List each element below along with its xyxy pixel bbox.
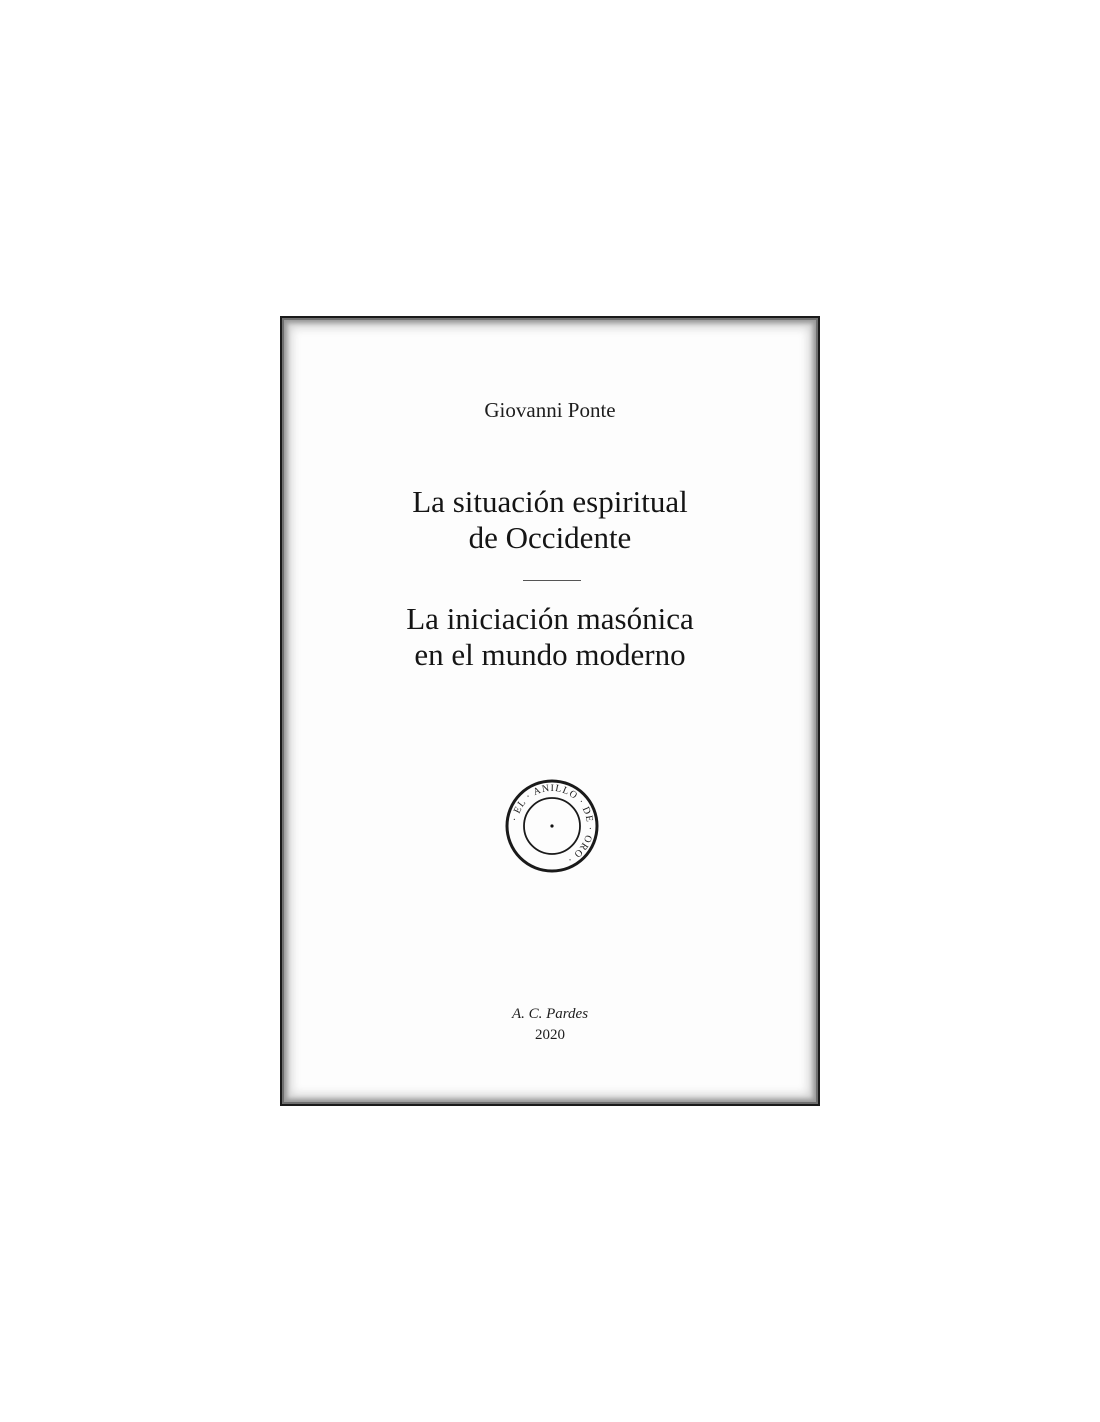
title-second-work xyxy=(282,601,818,673)
ring-seal-icon xyxy=(502,776,602,876)
book-cover xyxy=(280,316,820,1106)
title-first-work xyxy=(282,484,818,556)
title-divider xyxy=(523,580,581,581)
title-first-line-1: La situación espiritual xyxy=(412,484,688,519)
svg-text:· EL · ANILLO · DE · ORO · xyxy=(509,783,595,865)
title-second-line-1: La iniciación masónica xyxy=(406,601,694,636)
title-second-line-2: en el mundo moderno xyxy=(414,637,686,672)
seal-text: · EL · ANILLO · DE · ORO · xyxy=(509,782,596,866)
title-first-line-2: de Occidente xyxy=(468,520,632,555)
author-name: Giovanni Ponte xyxy=(484,398,616,422)
publication-year: 2020 xyxy=(535,1027,565,1043)
publisher-name: A. C. Pardes xyxy=(511,1006,589,1022)
